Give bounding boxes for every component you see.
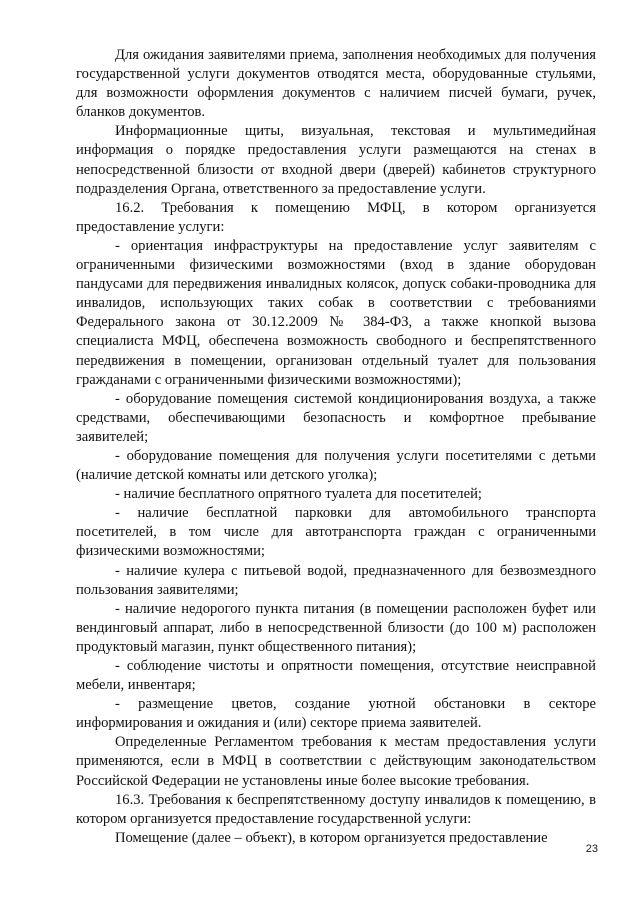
paragraph-regulation-requirements: Определенные Регламентом требования к местам предоставления услуги применяются, если в МФЦ в соответствии с действующим законодательством Российской Федерации не установлены иные более высокие требования. <box>76 734 596 789</box>
list-item-children-room: - оборудование помещения для получения услуги посетителями с детьми (наличие детской комнаты или детского уголка); <box>76 447 596 484</box>
list-item-water-cooler: - наличие кулера с питьевой водой, предназначенного для безвозмездного пользования заявителями; <box>76 562 596 598</box>
list-item-toilet: - наличие бесплатного опрятного туалета для посетителей; <box>115 486 482 503</box>
list-item-flowers: - размещение цветов, создание уютной обстановки в секторе информирования и ожидания и (или) секторе приема заявителей. <box>76 696 596 732</box>
paragraph-info-boards: Информационные щиты, визуальная, текстовая и мультимедийная информация о порядке предоставления услуги размещаются на стенах в непосредственной близости от входной двери (дверей) кабинетов структурного подразделения Органа, ответственного за предоставление услуги. <box>76 123 596 197</box>
list-item-food-point: - наличие недорогого пункта питания (в помещении расположен буфет или вендинговый аппарат, либо в непосредственной близости (до 100 м) расположен продуктовый магазин, пункт общественного питания); <box>76 600 596 655</box>
list-item-infrastructure: - ориентация инфраструктуры на предоставление услуг заявителям с ограниченными физическими возможностями (вход в здание оборудован пандусами для передвижения инвалидных колясок, допуск собаки-проводника для инвалидов, использующих таких собак в соответствии с требованиями Федерального закона от 30.12.2009 № 384-ФЗ, а также кнопкой вызова специалиста МФЦ, обеспечена возможность свободного и беспрепятственного передвижения в помещении, организован отдельный туалет для пользования гражданами с ограниченными физическими возможностями); <box>76 237 596 388</box>
paragraph-waiting-area: Для ожидания заявителями приема, заполнения необходимых для получения государственной услуги документов отводятся места, оборудованные стульями, для возможности оформления документов с наличием писчей бумаги, ручек, бланков документов. <box>76 47 596 121</box>
list-item-parking: - наличие бесплатной парковки для автомобильного транспорта посетителей, в том числе для автотранспорта граждан с ограниченными физическими возможностями; <box>76 505 596 560</box>
paragraph-premises-object: Помещение (далее – объект), в котором организуется предоставление <box>115 829 548 846</box>
list-item-cleanliness: - соблюдение чистоты и опрятности помещения, отсутствие неисправной мебели, инвентаря; <box>76 658 596 694</box>
page-number: 23 <box>585 843 598 855</box>
section-16-3-heading: 16.3. Требования к беспрепятственному доступу инвалидов к помещению, в котором организуется предоставление государственной услуги: <box>76 791 596 827</box>
list-item-air-conditioning: - оборудование помещения системой кондиционирования воздуха, а также средствами, обеспечивающими безопасность и комфортное пребывание заявителей; <box>76 390 596 445</box>
section-16-2-heading: 16.2. Требования к помещению МФЦ, в котором организуется предоставление услуги: <box>76 199 596 235</box>
document-page <box>76 46 596 848</box>
